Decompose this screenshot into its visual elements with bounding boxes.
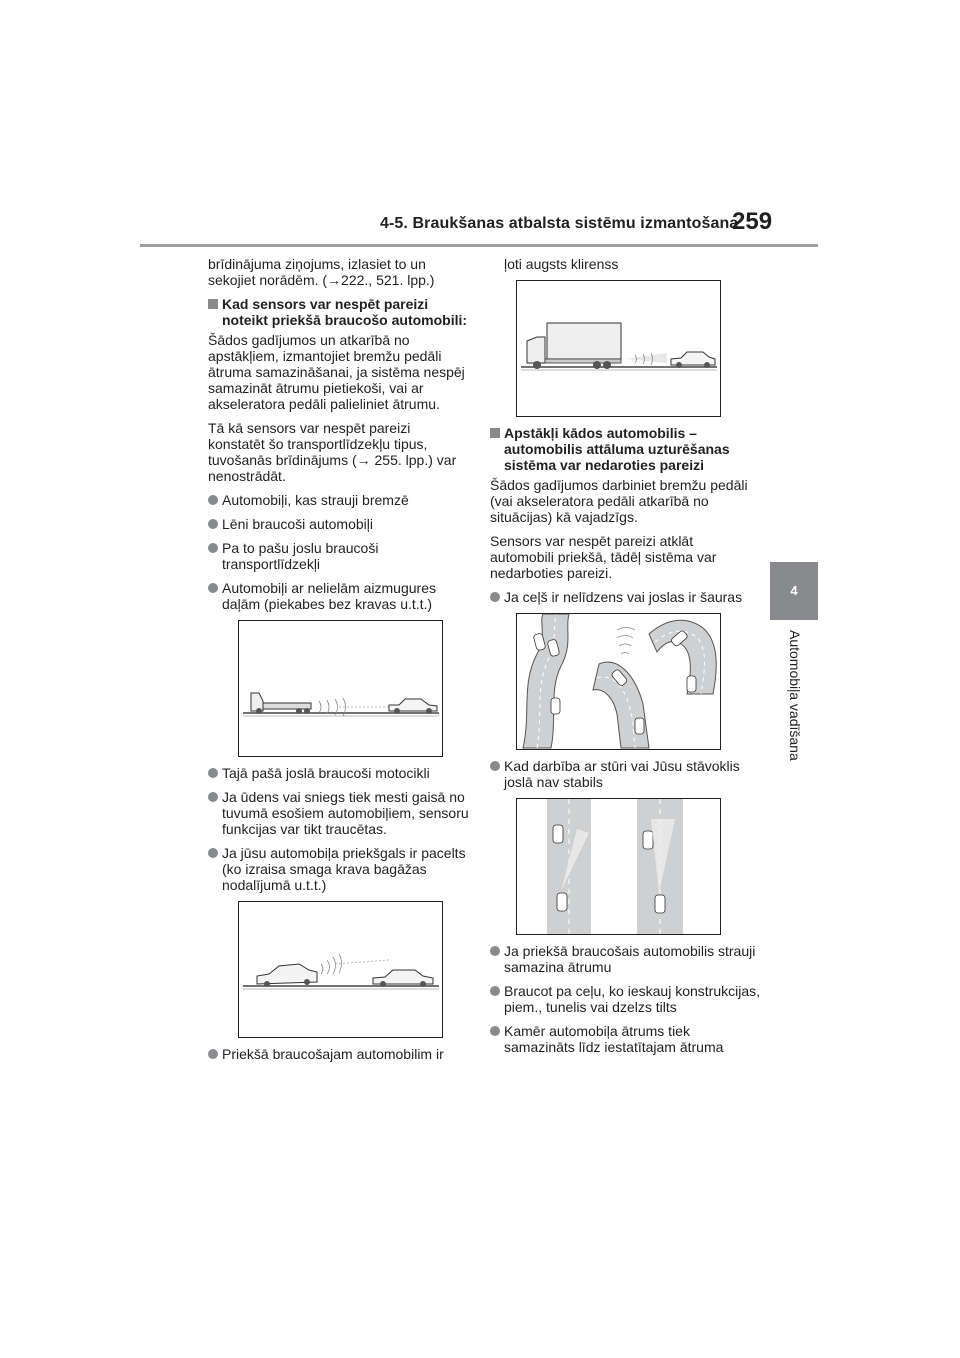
figure-trailer-ahead xyxy=(238,620,443,757)
bullet-dot-icon xyxy=(490,946,500,956)
chapter-tab[interactable]: 4 xyxy=(770,562,818,620)
bullet-dot-icon xyxy=(208,495,218,505)
header-rule xyxy=(140,244,818,247)
figure-raised-front xyxy=(238,901,443,1038)
list-item: Pa to pašu joslu braucoši transportlīdzekļi xyxy=(208,540,470,572)
bullet-dot-icon xyxy=(490,1026,500,1036)
paragraph: Tā kā sensors var nespēt pareizi konstatēt šo transportlīdzekļu tipus, tuvošanās brīdinājums (→ 255. lpp.) var nenostrādāt. xyxy=(208,420,457,484)
section-heading-text: Kad sensors var nespēt pareizi noteikt priekšā braucošo automobili: xyxy=(222,296,468,328)
list-item: Ja priekšā braucošais automobilis strauji samazina ātrumu xyxy=(490,943,760,975)
intro-text: brīdinājuma ziņojums, izlasiet to un sekojiet norādēm. (→222., 521. lpp.) xyxy=(208,256,435,288)
figure-unstable-lane xyxy=(516,798,721,935)
section-heading xyxy=(208,296,470,328)
list-item: Ja jūsu automobiļa priekšgals ir pacelts (ko izraisa smaga krava bagāžas nodalījumā u.t.t.) xyxy=(208,845,470,893)
bullet-dot-icon xyxy=(208,583,218,593)
list-item: Automobiļi, kas strauji bremzē xyxy=(208,492,470,508)
figure-curved-roads xyxy=(516,613,721,750)
square-bullet-icon xyxy=(490,428,500,438)
square-bullet-icon xyxy=(208,299,218,309)
paragraph: Šādos gadījumos darbiniet bremžu pedāli (vai akseleratora pedāli atkarībā no situācijas) kā vajadzīgs. xyxy=(490,477,748,525)
bullet-dot-icon xyxy=(490,986,500,996)
paragraph: Šādos gadījumos un atkarībā no apstākļiem, izmantojiet bremžu pedāli ātruma samazināšanai, ja sistēma nespēj samazināt ātrumu pietiekoši, vai ar akseleratora pedāli palieliniet ātrumu. xyxy=(208,332,465,412)
bullet-dot-icon xyxy=(490,592,500,602)
bullet-dot-icon xyxy=(490,761,500,771)
bullet-dot-icon xyxy=(208,1049,218,1059)
list-item: Tajā pašā joslā braucoši motocikli xyxy=(208,765,470,781)
bullet-dot-icon xyxy=(208,543,218,553)
continuation-text: ļoti augsts klirenss xyxy=(504,256,619,272)
curved-roads-illustration xyxy=(517,614,720,749)
section-heading xyxy=(490,425,760,473)
trailer-car-illustration xyxy=(239,621,442,756)
column-right xyxy=(490,256,760,1063)
bullet-dot-icon xyxy=(208,848,218,858)
section-heading-text: Apstākļi kādos automobilis – automobilis attāluma uzturēšanas sistēma var nedaroties pareizi xyxy=(504,425,730,473)
list-item: Lēni braucoši automobiļi xyxy=(208,516,470,532)
list-item: Kad darbība ar stūri vai Jūsu stāvoklis joslā nav stabils xyxy=(490,758,760,790)
column-left xyxy=(208,256,470,1070)
list-item: Braucot pa ceļu, ko ieskauj konstrukcijas, piem., tunelis vai dzelzs tilts xyxy=(490,983,760,1015)
bullet-dot-icon xyxy=(208,519,218,529)
truck-car-illustration xyxy=(517,281,720,416)
list-item: Kamēr automobiļa ātrums tiek samazināts līdz iestatītajam ātruma xyxy=(490,1023,760,1055)
list-item: Automobiļi ar nelielām aizmugures daļām (piekabes bez kravas u.t.t.) xyxy=(208,580,470,612)
page-number: 259 xyxy=(732,208,773,235)
list-item: Ja ūdens vai sniegs tiek mesti gaisā no tuvumā esošiem automobiļiem, sensoru funkcijas var tikt traucētas. xyxy=(208,789,470,837)
bullet-dot-icon xyxy=(208,768,218,778)
header-title: 4-5. Braukšanas atbalsta sistēmu izmantošana xyxy=(380,215,739,232)
raised-car-illustration xyxy=(239,902,442,1037)
lane-position-illustration xyxy=(517,799,720,934)
chapter-label: Automobiļa vadīšana xyxy=(787,630,803,761)
paragraph: Sensors var nespēt pareizi atklāt automobili priekšā, tādēļ sistēma var nedarboties pareizi. xyxy=(490,533,717,581)
list-item: Ja ceļš ir nelīdzens vai joslas ir šauras xyxy=(490,589,760,605)
bullet-dot-icon xyxy=(208,792,218,802)
list-item: Priekšā braucošajam automobilim ir xyxy=(208,1046,470,1062)
figure-high-clearance xyxy=(516,280,721,417)
